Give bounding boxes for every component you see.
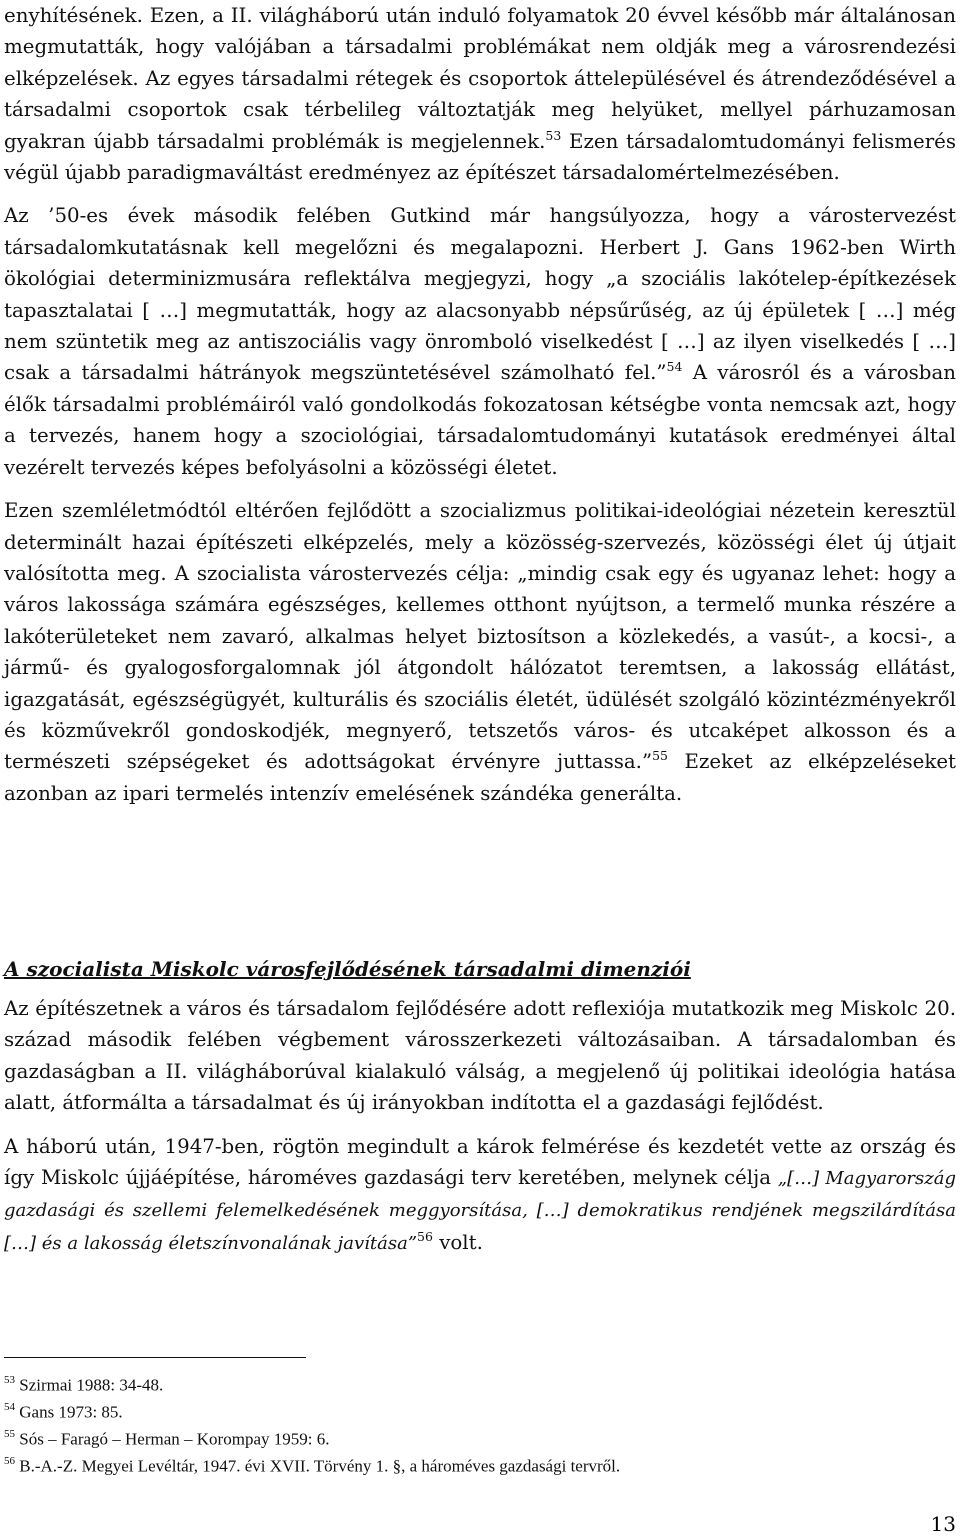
- section-heading: A szocialista Miskolc városfejlődésének társadalmi dimenziói: [4, 957, 691, 981]
- paragraph-5-text: A háború után, 1947-ben, rögtön megindult a károk felmérése és kezdetét vette az ország és így Miskolc újjáépítése, hároméves gazdasági terv keretében, melynek célja: [4, 1134, 956, 1190]
- paragraph-3-text: Ezen szemléletmódtól eltérően fejlődött a szocializmus politikai-ideológiai nézetein keresztül determinált hazai építészeti elképzelés, mely a közösség-szervezés, közösségi élet új útjait valósította meg. A szocialista várostervezés célja: „mindig csak egy és ugyanaz lehet: hogy a város lakossága számára egészséges, kellemes otthont nyújtson, a termelő munka részére a lakóterületeket nem zavaró, alkalmas helyet biztosítson a közlekedés, a vasút-, a kocsi-, a jármű- és gyalogosforgalomnak jól átgondolt hálózatot teremtsen, a lakosság ellátást, igazgatását, egészségügyét, kulturális és szociális életét, üdülését szolgáló közintézményekről és közművekről gondoskodjék, megnyerő, tetszetős város- és utcaképet alkosson és a természeti szépségeket és adottságokat érvényre juttassa.”: [4, 499, 956, 774]
- paragraph-4: Az építészetnek a város és társadalom fejlődésére adott reflexiója mutatkozik meg Miskolc 20. század második felében végbement városszerkezeti változásaiban. A társadalomban és gazdaságban a II. világháborúval kialakuló válság, a megjelenő új politikai ideológia hatása alatt, átformálta a társadalmat és új irányokban indította el a gazdasági fejlődést.: [4, 997, 956, 1115]
- footnote-number: 53: [4, 1374, 15, 1386]
- paragraph-2-text-cont: A városról és a városban élők társadalmi problémáiról való gondolkodás fokozatosan kétségbe vonta nemcsak azt, hogy a tervezés, hanem hogy a szociológiai, társadalomtudományi kutatások eredményei által vezérelt tervezés képes befolyásolni a közösségi életet.: [4, 361, 956, 479]
- paragraph-5-text-cont: volt.: [432, 1230, 483, 1254]
- paragraph-2-text: Az ’50-es évek második felében Gutkind már hangsúlyozza, hogy a várostervezést társadalomkutatásnak kell megelőzni és megalapozni. Herbert J. Gans 1962-ben Wirth ökológiai determinizmusára reflektálva megjegyzi, hogy „a szociális lakótelep-építkezések tapasztalatai [ …] megmutatták, hogy az alacsonyabb népsűrűség, az új épületek [ …] még nem szüntetik meg az antiszociális vagy önromboló viselkedést [ …] az ilyen viselkedés [ …] csak a társadalmi hátrányok megszüntetésével számolható fel.”: [4, 204, 956, 385]
- paragraph-1: [4, 0, 956, 188]
- footnote-number: 56: [4, 1455, 15, 1468]
- footnote-number: 55: [4, 1428, 15, 1441]
- paragraph-1-text-cont: Ezen társadalomtudományi felismerés végül újabb paradigmaváltást eredményez az építészet társadalomértelmezésében.: [4, 129, 957, 185]
- footnote-ref-54[interactable]: 54: [666, 359, 683, 375]
- paragraph-5: [4, 1131, 956, 1260]
- paragraph-2: [4, 200, 956, 483]
- paragraph-3-text-cont: Ezeket az elképzeléseket azonban az ipari termelés intenzív emelésének szándéka generálta.: [4, 750, 957, 805]
- footnote-text: Sós – Faragó – Herman – Korompay 1959: 6.: [15, 1429, 330, 1449]
- paragraph-1-text: enyhítésének. Ezen, a II. világháború után induló folyamatok 20 évvel később már általánosan megmutatták, hogy valójában a társadalmi problémákat nem oldják meg a városrendezési elképzelések. Az egyes társadalmi rétegek és csoportok áttelepülésével és átrendeződésével a társadalmi csoportok csak térbelileg változtatják meg helyüket, mellyel párhuzamosan gyakran újabb társadalmi problémák is megjelennek.: [4, 4, 956, 153]
- paragraph-5-quote: „[…] Magyarország gazdasági és szellemi felemelkedésének meggyorsítása, […] demokratikus rendjének megszilárdítása […] és a lakosság életszínvonalának javítása”: [4, 1168, 956, 1254]
- footnote-53: [4, 1370, 620, 1397]
- footnote-56: [4, 1451, 620, 1478]
- footnote-ref-53[interactable]: 53: [545, 127, 562, 143]
- footnote-text: Gans 1973: 85.: [15, 1402, 123, 1422]
- footnote-number: 54: [4, 1401, 15, 1414]
- paragraph-3: [4, 495, 956, 809]
- footnote-separator: [4, 1357, 306, 1358]
- document-page: [4, 0, 957, 1476]
- footnotes: [4, 1370, 620, 1478]
- footnote-text: B.-A.-Z. Megyei Levéltár, 1947. évi XVII. Törvény 1. §, a hároméves gazdasági tervről.: [15, 1456, 621, 1476]
- footnote-55: [4, 1424, 620, 1451]
- page-number: 13: [930, 1512, 956, 1536]
- footnote-text: Szirmai 1988: 34-48.: [15, 1375, 164, 1395]
- footnote-54: [4, 1397, 620, 1424]
- footnote-ref-56[interactable]: 56: [417, 1228, 433, 1244]
- footnote-ref-55[interactable]: 55: [652, 748, 668, 764]
- section-heading-wrap: [4, 955, 956, 1259]
